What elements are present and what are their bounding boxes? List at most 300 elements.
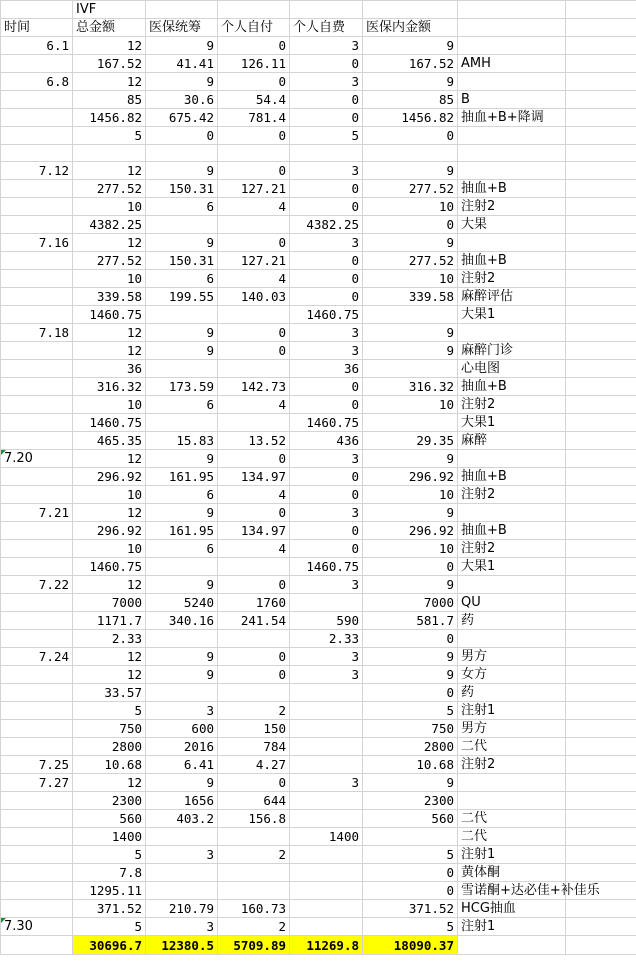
amount-cell[interactable]: 0: [218, 324, 290, 342]
amount-cell[interactable]: 0: [290, 91, 363, 109]
amount-cell[interactable]: 2: [218, 846, 290, 864]
amount-cell[interactable]: 10: [363, 270, 458, 288]
date-cell[interactable]: 7.25: [1, 756, 73, 774]
note-cell[interactable]: [566, 522, 636, 540]
note-cell[interactable]: [566, 378, 636, 396]
amount-cell[interactable]: [218, 882, 290, 900]
amount-cell[interactable]: 644: [218, 792, 290, 810]
amount-cell[interactable]: 9: [146, 504, 218, 522]
amount-cell[interactable]: 5: [73, 846, 146, 864]
note-cell[interactable]: [566, 576, 636, 594]
amount-cell[interactable]: [218, 306, 290, 324]
date-cell[interactable]: [1, 198, 73, 216]
amount-cell[interactable]: 340.16: [146, 612, 218, 630]
amount-cell[interactable]: 10.68: [73, 756, 146, 774]
amount-cell[interactable]: 3: [290, 37, 363, 55]
note-cell[interactable]: 麻醉: [458, 432, 566, 450]
note-cell[interactable]: 抽血+B: [458, 252, 566, 270]
empty-cell[interactable]: [458, 936, 566, 955]
amount-cell[interactable]: 750: [73, 720, 146, 738]
total-cell[interactable]: 30696.7: [73, 936, 146, 955]
amount-cell[interactable]: 600: [146, 720, 218, 738]
amount-cell[interactable]: 5: [363, 846, 458, 864]
note-cell[interactable]: [566, 612, 636, 630]
note-cell[interactable]: 雪诺酮+达必佳+补佳乐: [458, 882, 566, 900]
amount-cell[interactable]: [290, 145, 363, 162]
note-cell[interactable]: [566, 846, 636, 864]
note-cell[interactable]: [566, 720, 636, 738]
amount-cell[interactable]: 9: [146, 162, 218, 180]
amount-cell[interactable]: 1460.75: [73, 558, 146, 576]
amount-cell[interactable]: 140.03: [218, 288, 290, 306]
amount-cell[interactable]: 1456.82: [73, 109, 146, 127]
date-cell[interactable]: [1, 630, 73, 648]
amount-cell[interactable]: 0: [363, 882, 458, 900]
amount-cell[interactable]: 10: [73, 270, 146, 288]
amount-cell[interactable]: 9: [363, 162, 458, 180]
amount-cell[interactable]: [146, 630, 218, 648]
date-cell[interactable]: [1, 486, 73, 504]
amount-cell[interactable]: [146, 414, 218, 432]
amount-cell[interactable]: 296.92: [363, 468, 458, 486]
amount-cell[interactable]: 0: [290, 486, 363, 504]
amount-cell[interactable]: 12: [73, 324, 146, 342]
amount-cell[interactable]: 5: [73, 127, 146, 145]
amount-cell[interactable]: 4: [218, 198, 290, 216]
date-cell[interactable]: 7.27: [1, 774, 73, 792]
note-cell[interactable]: B: [458, 91, 566, 109]
note-cell[interactable]: [566, 37, 636, 55]
amount-cell[interactable]: 3: [290, 648, 363, 666]
date-cell[interactable]: 7.21: [1, 504, 73, 522]
amount-cell[interactable]: [290, 882, 363, 900]
amount-cell[interactable]: 0: [363, 684, 458, 702]
amount-cell[interactable]: 2.33: [290, 630, 363, 648]
amount-cell[interactable]: 142.73: [218, 378, 290, 396]
note-cell[interactable]: [566, 432, 636, 450]
date-cell[interactable]: [1, 828, 73, 846]
note-cell[interactable]: [458, 234, 566, 252]
note-cell[interactable]: 抽血+B: [458, 522, 566, 540]
amount-cell[interactable]: 3: [146, 846, 218, 864]
date-cell[interactable]: [1, 738, 73, 756]
amount-cell[interactable]: 4382.25: [290, 216, 363, 234]
amount-cell[interactable]: [363, 306, 458, 324]
amount-cell[interactable]: 9: [146, 774, 218, 792]
amount-cell[interactable]: [146, 216, 218, 234]
amount-cell[interactable]: 9: [363, 774, 458, 792]
amount-cell[interactable]: 0: [218, 666, 290, 684]
amount-cell[interactable]: [146, 145, 218, 162]
amount-cell[interactable]: 36: [73, 360, 146, 378]
total-cell[interactable]: 11269.8: [290, 936, 363, 955]
header-cell[interactable]: [218, 1, 290, 19]
amount-cell[interactable]: 160.73: [218, 900, 290, 918]
amount-cell[interactable]: 5: [363, 918, 458, 936]
note-cell[interactable]: 男方: [458, 648, 566, 666]
amount-cell[interactable]: 2: [218, 918, 290, 936]
note-cell[interactable]: 男方: [458, 720, 566, 738]
amount-cell[interactable]: 1656: [146, 792, 218, 810]
amount-cell[interactable]: [363, 145, 458, 162]
amount-cell[interactable]: 9: [146, 73, 218, 91]
date-cell[interactable]: [1, 468, 73, 486]
amount-cell[interactable]: 3: [290, 450, 363, 468]
amount-cell[interactable]: [290, 792, 363, 810]
amount-cell[interactable]: 560: [73, 810, 146, 828]
amount-cell[interactable]: 4: [218, 486, 290, 504]
amount-cell[interactable]: 2: [218, 702, 290, 720]
note-cell[interactable]: [566, 774, 636, 792]
amount-cell[interactable]: 9: [146, 648, 218, 666]
header-cell-time[interactable]: 时间: [1, 19, 73, 37]
note-cell[interactable]: 注射2: [458, 396, 566, 414]
amount-cell[interactable]: 12: [73, 666, 146, 684]
amount-cell[interactable]: 1295.11: [73, 882, 146, 900]
date-cell[interactable]: [1, 216, 73, 234]
note-cell[interactable]: 抽血+B: [458, 378, 566, 396]
amount-cell[interactable]: 12: [73, 342, 146, 360]
amount-cell[interactable]: 210.79: [146, 900, 218, 918]
date-cell[interactable]: 6.8: [1, 73, 73, 91]
note-cell[interactable]: [566, 540, 636, 558]
date-cell[interactable]: [1, 810, 73, 828]
note-cell[interactable]: 注射2: [458, 270, 566, 288]
note-cell[interactable]: [566, 558, 636, 576]
amount-cell[interactable]: 85: [73, 91, 146, 109]
amount-cell[interactable]: 2800: [363, 738, 458, 756]
date-cell[interactable]: [1, 684, 73, 702]
note-cell[interactable]: [458, 162, 566, 180]
amount-cell[interactable]: 5: [363, 702, 458, 720]
date-cell[interactable]: [1, 432, 73, 450]
amount-cell[interactable]: 0: [218, 37, 290, 55]
header-cell-self-pay[interactable]: 个人自付: [218, 19, 290, 37]
amount-cell[interactable]: 0: [218, 162, 290, 180]
amount-cell[interactable]: 9: [146, 666, 218, 684]
amount-cell[interactable]: 1460.75: [290, 306, 363, 324]
amount-cell[interactable]: 5: [290, 127, 363, 145]
amount-cell[interactable]: 3: [290, 576, 363, 594]
amount-cell[interactable]: 127.21: [218, 252, 290, 270]
date-cell[interactable]: [1, 792, 73, 810]
header-cell-insurance-pooled[interactable]: 医保统筹: [146, 19, 218, 37]
amount-cell[interactable]: 0: [290, 540, 363, 558]
date-cell[interactable]: [1, 91, 73, 109]
note-cell[interactable]: 二代: [458, 828, 566, 846]
amount-cell[interactable]: 4: [218, 540, 290, 558]
note-cell[interactable]: 心电图: [458, 360, 566, 378]
amount-cell[interactable]: 85: [363, 91, 458, 109]
note-cell[interactable]: 大果1: [458, 414, 566, 432]
amount-cell[interactable]: 10: [73, 540, 146, 558]
amount-cell[interactable]: [290, 702, 363, 720]
amount-cell[interactable]: 12: [73, 37, 146, 55]
note-cell[interactable]: 黄体酮: [458, 864, 566, 882]
note-cell[interactable]: [566, 504, 636, 522]
amount-cell[interactable]: 0: [290, 396, 363, 414]
note-cell[interactable]: [566, 360, 636, 378]
header-cell[interactable]: [566, 19, 636, 37]
note-cell[interactable]: [566, 828, 636, 846]
note-cell[interactable]: [566, 73, 636, 91]
amount-cell[interactable]: [290, 756, 363, 774]
amount-cell[interactable]: 0: [218, 576, 290, 594]
note-cell[interactable]: [566, 252, 636, 270]
amount-cell[interactable]: 241.54: [218, 612, 290, 630]
amount-cell[interactable]: 0: [218, 342, 290, 360]
total-cell[interactable]: 18090.37: [363, 936, 458, 955]
empty-cell[interactable]: [1, 936, 73, 955]
amount-cell[interactable]: 6: [146, 198, 218, 216]
note-cell[interactable]: 注射2: [458, 198, 566, 216]
amount-cell[interactable]: 4.27: [218, 756, 290, 774]
amount-cell[interactable]: [218, 145, 290, 162]
note-cell[interactable]: [566, 450, 636, 468]
amount-cell[interactable]: 581.7: [363, 612, 458, 630]
header-cell[interactable]: [290, 1, 363, 19]
amount-cell[interactable]: [363, 828, 458, 846]
amount-cell[interactable]: 150.31: [146, 252, 218, 270]
amount-cell[interactable]: 1456.82: [363, 109, 458, 127]
amount-cell[interactable]: 371.52: [73, 900, 146, 918]
amount-cell[interactable]: 127.21: [218, 180, 290, 198]
amount-cell[interactable]: 0: [290, 180, 363, 198]
note-cell[interactable]: [458, 324, 566, 342]
amount-cell[interactable]: 675.42: [146, 109, 218, 127]
note-cell[interactable]: [566, 414, 636, 432]
amount-cell[interactable]: 150.31: [146, 180, 218, 198]
note-cell[interactable]: [566, 342, 636, 360]
date-cell[interactable]: [1, 306, 73, 324]
amount-cell[interactable]: 0: [218, 504, 290, 522]
amount-cell[interactable]: [218, 630, 290, 648]
amount-cell[interactable]: 10: [363, 540, 458, 558]
header-cell-total[interactable]: 总金额: [73, 19, 146, 37]
amount-cell[interactable]: [290, 810, 363, 828]
date-cell[interactable]: [1, 540, 73, 558]
amount-cell[interactable]: 0: [363, 864, 458, 882]
amount-cell[interactable]: 156.8: [218, 810, 290, 828]
note-cell[interactable]: [566, 198, 636, 216]
amount-cell[interactable]: 9: [363, 648, 458, 666]
header-cell-ivf[interactable]: IVF: [73, 1, 146, 19]
note-cell[interactable]: [566, 900, 636, 918]
amount-cell[interactable]: [290, 738, 363, 756]
note-cell[interactable]: [566, 486, 636, 504]
note-cell[interactable]: [566, 648, 636, 666]
amount-cell[interactable]: 9: [363, 666, 458, 684]
amount-cell[interactable]: 3: [290, 73, 363, 91]
header-cell[interactable]: [566, 1, 636, 19]
amount-cell[interactable]: 0: [146, 127, 218, 145]
amount-cell[interactable]: 339.58: [363, 288, 458, 306]
amount-cell[interactable]: 173.59: [146, 378, 218, 396]
date-cell[interactable]: [1, 360, 73, 378]
amount-cell[interactable]: 5: [73, 702, 146, 720]
date-cell[interactable]: 7.30: [1, 918, 73, 936]
amount-cell[interactable]: 134.97: [218, 468, 290, 486]
amount-cell[interactable]: 30.6: [146, 91, 218, 109]
header-cell[interactable]: [458, 1, 566, 19]
date-cell[interactable]: [1, 109, 73, 127]
date-cell[interactable]: [1, 720, 73, 738]
amount-cell[interactable]: [146, 882, 218, 900]
note-cell[interactable]: [566, 666, 636, 684]
amount-cell[interactable]: [290, 846, 363, 864]
amount-cell[interactable]: 371.52: [363, 900, 458, 918]
amount-cell[interactable]: [146, 558, 218, 576]
amount-cell[interactable]: 9: [146, 37, 218, 55]
amount-cell[interactable]: 2300: [73, 792, 146, 810]
note-cell[interactable]: [458, 576, 566, 594]
note-cell[interactable]: [458, 630, 566, 648]
amount-cell[interactable]: [146, 306, 218, 324]
amount-cell[interactable]: 2300: [363, 792, 458, 810]
amount-cell[interactable]: 0: [290, 522, 363, 540]
amount-cell[interactable]: 167.52: [73, 55, 146, 73]
amount-cell[interactable]: 3: [290, 504, 363, 522]
note-cell[interactable]: 注射2: [458, 756, 566, 774]
note-cell[interactable]: HCG抽血: [458, 900, 566, 918]
note-cell[interactable]: 大果1: [458, 306, 566, 324]
date-cell[interactable]: [1, 180, 73, 198]
amount-cell[interactable]: 10: [73, 198, 146, 216]
amount-cell[interactable]: [290, 900, 363, 918]
amount-cell[interactable]: 33.57: [73, 684, 146, 702]
amount-cell[interactable]: 2800: [73, 738, 146, 756]
note-cell[interactable]: [566, 810, 636, 828]
amount-cell[interactable]: 12: [73, 774, 146, 792]
date-cell[interactable]: [1, 396, 73, 414]
note-cell[interactable]: [458, 774, 566, 792]
date-cell[interactable]: [1, 702, 73, 720]
note-cell[interactable]: [566, 630, 636, 648]
date-cell[interactable]: [1, 864, 73, 882]
note-cell[interactable]: [566, 216, 636, 234]
note-cell[interactable]: 注射1: [458, 846, 566, 864]
amount-cell[interactable]: 10: [363, 198, 458, 216]
amount-cell[interactable]: 7000: [73, 594, 146, 612]
date-cell[interactable]: 7.12: [1, 162, 73, 180]
amount-cell[interactable]: 296.92: [363, 522, 458, 540]
amount-cell[interactable]: 436: [290, 432, 363, 450]
amount-cell[interactable]: [218, 414, 290, 432]
amount-cell[interactable]: 134.97: [218, 522, 290, 540]
amount-cell[interactable]: 277.52: [363, 180, 458, 198]
amount-cell[interactable]: 0: [290, 288, 363, 306]
empty-cell[interactable]: [566, 936, 636, 955]
amount-cell[interactable]: [73, 145, 146, 162]
amount-cell[interactable]: 3: [290, 342, 363, 360]
header-cell-self-funded[interactable]: 个人自费: [290, 19, 363, 37]
date-cell[interactable]: [1, 55, 73, 73]
date-cell[interactable]: 7.16: [1, 234, 73, 252]
note-cell[interactable]: [458, 37, 566, 55]
amount-cell[interactable]: [290, 720, 363, 738]
note-cell[interactable]: [566, 234, 636, 252]
total-cell[interactable]: 5709.89: [218, 936, 290, 955]
amount-cell[interactable]: 277.52: [73, 252, 146, 270]
amount-cell[interactable]: 54.4: [218, 91, 290, 109]
note-cell[interactable]: 大果: [458, 216, 566, 234]
amount-cell[interactable]: 784: [218, 738, 290, 756]
amount-cell[interactable]: 0: [218, 648, 290, 666]
amount-cell[interactable]: 161.95: [146, 468, 218, 486]
note-cell[interactable]: [566, 127, 636, 145]
amount-cell[interactable]: 1460.75: [73, 414, 146, 432]
note-cell[interactable]: [566, 702, 636, 720]
amount-cell[interactable]: 12: [73, 162, 146, 180]
note-cell[interactable]: 二代: [458, 738, 566, 756]
date-cell[interactable]: 7.22: [1, 576, 73, 594]
date-cell[interactable]: 6.1: [1, 37, 73, 55]
amount-cell[interactable]: 277.52: [73, 180, 146, 198]
amount-cell[interactable]: 9: [363, 342, 458, 360]
note-cell[interactable]: [566, 864, 636, 882]
amount-cell[interactable]: 3: [146, 702, 218, 720]
amount-cell[interactable]: 9: [363, 73, 458, 91]
amount-cell[interactable]: 3: [290, 324, 363, 342]
date-cell[interactable]: [1, 558, 73, 576]
note-cell[interactable]: 抽血+B: [458, 468, 566, 486]
amount-cell[interactable]: 9: [363, 324, 458, 342]
amount-cell[interactable]: 10.68: [363, 756, 458, 774]
amount-cell[interactable]: 4: [218, 396, 290, 414]
date-cell[interactable]: 7.24: [1, 648, 73, 666]
amount-cell[interactable]: [218, 864, 290, 882]
note-cell[interactable]: 注射2: [458, 540, 566, 558]
amount-cell[interactable]: 316.32: [73, 378, 146, 396]
date-cell[interactable]: [1, 882, 73, 900]
date-cell[interactable]: 7.20: [1, 450, 73, 468]
amount-cell[interactable]: 0: [218, 73, 290, 91]
amount-cell[interactable]: [290, 594, 363, 612]
header-cell[interactable]: [363, 1, 458, 19]
total-cell[interactable]: 12380.5: [146, 936, 218, 955]
amount-cell[interactable]: 0: [218, 450, 290, 468]
amount-cell[interactable]: 29.35: [363, 432, 458, 450]
amount-cell[interactable]: 9: [146, 576, 218, 594]
date-cell[interactable]: [1, 288, 73, 306]
date-cell[interactable]: [1, 522, 73, 540]
note-cell[interactable]: [458, 145, 566, 162]
amount-cell[interactable]: 0: [218, 127, 290, 145]
amount-cell[interactable]: 9: [363, 37, 458, 55]
amount-cell[interactable]: 1460.75: [290, 414, 363, 432]
amount-cell[interactable]: [290, 918, 363, 936]
note-cell[interactable]: 二代: [458, 810, 566, 828]
amount-cell[interactable]: [218, 828, 290, 846]
amount-cell[interactable]: 9: [146, 342, 218, 360]
amount-cell[interactable]: 9: [146, 234, 218, 252]
note-cell[interactable]: [566, 180, 636, 198]
note-cell[interactable]: [566, 594, 636, 612]
amount-cell[interactable]: 0: [218, 234, 290, 252]
amount-cell[interactable]: 316.32: [363, 378, 458, 396]
amount-cell[interactable]: [218, 558, 290, 576]
amount-cell[interactable]: 150: [218, 720, 290, 738]
amount-cell[interactable]: 36: [290, 360, 363, 378]
amount-cell[interactable]: 1760: [218, 594, 290, 612]
amount-cell[interactable]: 3: [290, 774, 363, 792]
date-cell[interactable]: [1, 594, 73, 612]
amount-cell[interactable]: 750: [363, 720, 458, 738]
date-cell[interactable]: [1, 666, 73, 684]
amount-cell[interactable]: 3: [290, 666, 363, 684]
note-cell[interactable]: 女方: [458, 666, 566, 684]
amount-cell[interactable]: 1400: [73, 828, 146, 846]
